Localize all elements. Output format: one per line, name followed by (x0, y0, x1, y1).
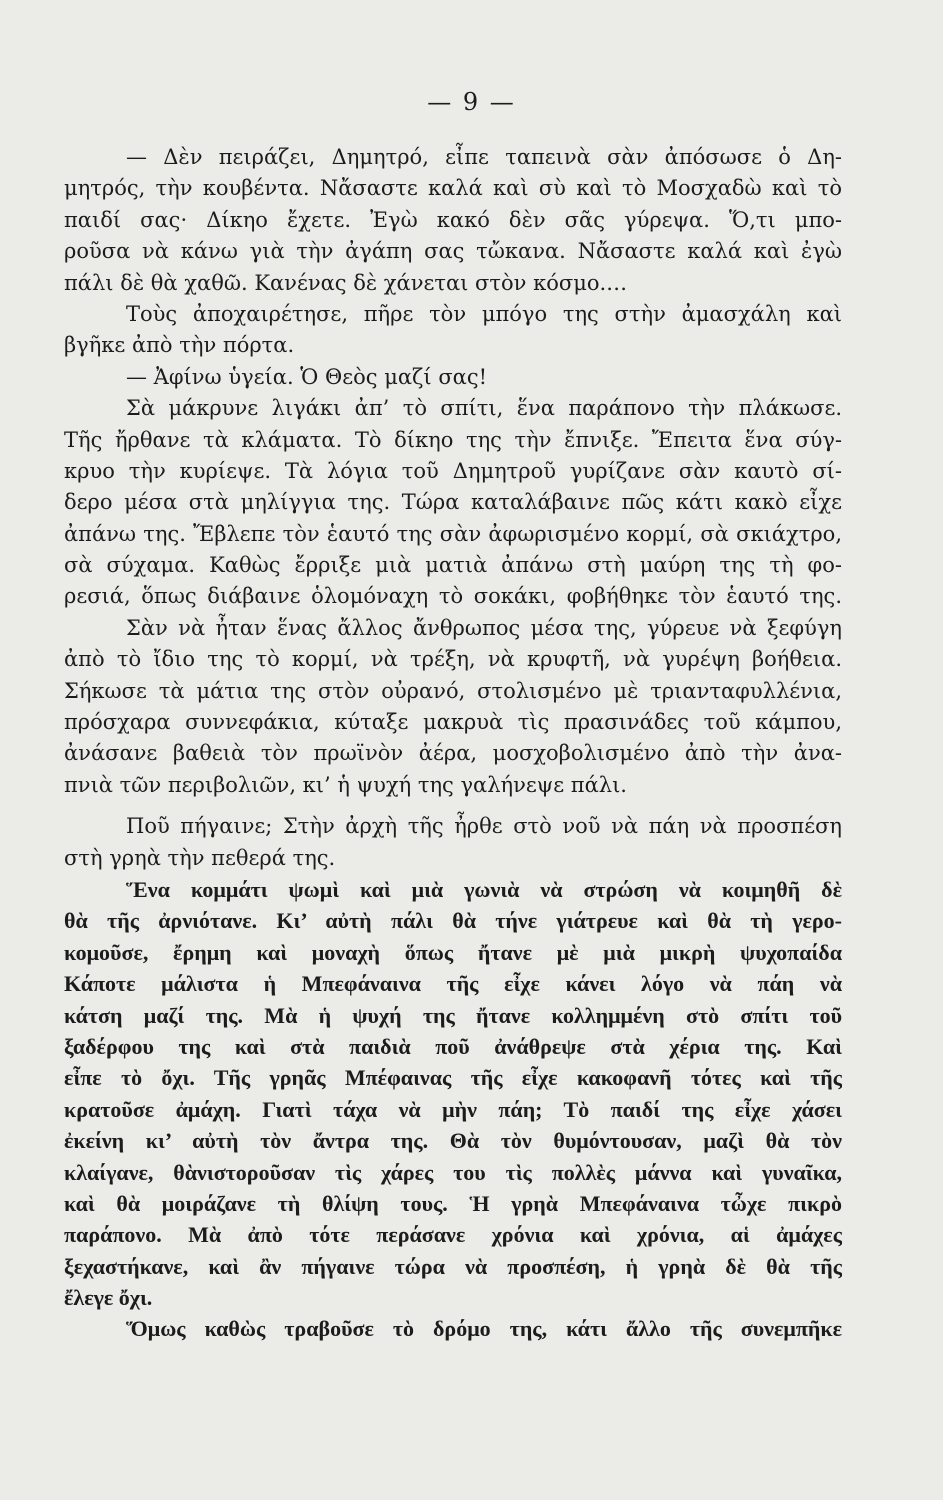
page-number: — 9 — (427, 88, 516, 116)
text-line: ροῦσα νὰ κάνω γιὰ τὴν ἀγάπη σας τὤκανα. Νἄσαστε καλά καὶ ἐγὼ (64, 239, 842, 264)
text-line: ἀπάνω της. Ἔβλεπε τὸν ἑαυτό της σὰν ἀφωρισμένο κορμί, σὰ σκιάχτρο, (64, 521, 842, 546)
text-line: δερο μέσα στὰ μηλίγγια της. Τώρα καταλάβαινε πῶς κάτι κακὸ εἶχε (64, 490, 842, 515)
text-line: κλαίγανε, θὰνιστοροῦσαν τὶς χάρες του τὶς πολλὲς μάννα καὶ γυναῖκα, (64, 1159, 842, 1185)
text-line: πάλι δὲ θὰ χαθῶ. Κανένας δὲ χάνεται στὸν κόσμο.… (64, 270, 628, 295)
text-line: Ποῦ πήγαινε; Στὴν ἀρχὴ τῆς ἦρθε στὸ νοῦ νὰ πάη νὰ προσπέση (126, 814, 842, 839)
text-line: μητρός, τὴν κουβέντα. Νἄσαστε καλά καὶ σὺ καὶ τὸ Μοσχαδὼ καὶ τὸ (64, 176, 842, 201)
text-line: κρατοῦσε ἀμάχη. Γιατὶ τάχα νὰ μὴν πάη; Τὸ παιδί της εἶχε χάσει (64, 1096, 842, 1122)
text-line: ἀνάσανε βαθειὰ τὸν πρωϊνὸν ἀέρα, μοσχοβολισμένο ἀπὸ τὴν ἀνα- (64, 741, 842, 766)
text-line: βγῆκε ἀπὸ τὴν πόρτα. (64, 333, 295, 358)
text-line: ἀπὸ τὸ ἴδιο της τὸ κορμί, νὰ τρέξη, νὰ κρυφτῆ, νὰ γυρέψη βοήθεια. (64, 647, 842, 672)
text-line: ἔλεγε ὄχι. (64, 1285, 153, 1311)
text-line: πρόσχαρα συννεφάκια, κύταξε μακρυὰ τὶς πρασινάδες τοῦ κάμπου, (64, 710, 842, 735)
text-line: παιδί σας· Δίκηο ἔχετε. Ἐγὼ κακό δὲν σᾶς γύρεψα. Ὅ,τι μπο- (64, 207, 842, 232)
text-line: κάτση μαζί της. Μὰ ἡ ψυχή της ἤτανε κολλημμένη στὸ σπίτι τοῦ (64, 1002, 842, 1028)
text-line: — Δὲν πειράζει, Δημητρό, εἶπε ταπεινὰ σὰν ἀπόσωσε ὁ Δη- (126, 145, 842, 169)
text-line: Σὰν νὰ ἦταν ἕνας ἄλλος ἄνθρωπος μέσα της, γύρευε νὰ ξεφύγη (126, 615, 842, 640)
text-line: Ὅμως καθὼς τραβοῦσε τὸ δρόμο της, κάτι ἄλλο τῆς συνεμπῆκε (126, 1316, 842, 1342)
text-line: ρεσιά, ὅπως διάβαινε ὁλομόναχη τὸ σοκάκι, φοβήθηκε τὸν ἑαυτό της. (64, 584, 842, 609)
body-text (64, 142, 842, 1345)
text-line: στὴ γρηὰ τὴν πεθερά της. (64, 845, 336, 870)
text-line: Ἕνα κομμάτι ψωμὶ καὶ μιὰ γωνιὰ νὰ στρώση νὰ κοιμηθῆ δὲ (126, 876, 842, 902)
text-line: — Ἀφίνω ὑγεία. Ὁ Θεὸς μαζί σας! (126, 364, 488, 389)
text-line: παράπονο. Μὰ ἀπὸ τότε περάσανε χρόνια καὶ χρόνια, αἱ ἀμάχες (64, 1222, 842, 1248)
text-line: σὰ σύχαμα. Καθὼς ἔρριξε μιὰ ματιὰ ἀπάνω στὴ μαύρη της τὴ φο- (64, 553, 842, 578)
text-line: ξαδέρφου της καὶ στὰ παιδιὰ ποῦ ἀνάθρεψε στὰ χέρια της. Καὶ (64, 1033, 842, 1059)
text-line: καὶ θὰ μοιράζανε τὴ θλίψη τους. Ἡ γρηὰ Μπεφάναινα τὦχε πικρὸ (64, 1190, 842, 1216)
text-line: κομοῦσε, ἔρημη καὶ μοναχὴ ὅπως ἤτανε μὲ μιὰ μικρὴ ψυχοπαίδα (64, 939, 842, 965)
text-line: Τοὺς ἀποχαιρέτησε, πῆρε τὸν μπόγο της στὴν ἀμασχάλη καὶ (126, 301, 842, 326)
text-line: ξεχαστήκανε, καὶ ἂν πήγαινε τώρα νὰ προσπέση, ἡ γρηὰ δὲ θὰ τῆς (64, 1253, 842, 1279)
text-line: Τῆς ἤρθανε τὰ κλάματα. Τὸ δίκηο της τὴν ἔπνιξε. Ἔπειτα ἕνα σύγ- (64, 427, 842, 452)
text-line: πνιὰ τῶν περιβολιῶν, κι’ ἡ ψυχή της γαλήνεψε πάλι. (64, 772, 627, 797)
text-line: Κάποτε μάλιστα ἡ Μπεφάναινα τῆς εἶχε κάνει λόγο νὰ πάη νὰ (64, 971, 842, 997)
text-line: Σὰ μάκρυνε λιγάκι ἀπ’ τὸ σπίτι, ἕνα παράπονο τὴν πλάκωσε. (126, 396, 842, 421)
text-line: κρυο τὴν κυρίεψε. Τὰ λόγια τοῦ Δημητροῦ γυρίζανε σὰν καυτὸ σί- (64, 458, 842, 483)
text-line: εἶπε τὸ ὄχι. Τῆς γρηᾶς Μπέφαινας τῆς εἶχε κακοφανῆ τότες καὶ τῆς (64, 1065, 842, 1091)
text-line: Σήκωσε τὰ μάτια της στὸν οὐρανό, στολισμένο μὲ τριανταφυλλένια, (64, 678, 842, 703)
text-line: θὰ τῆς ἀρνιότανε. Κι’ αὐτὴ πάλι θὰ τήνε γιάτρευε καὶ θὰ τὴ γερο- (64, 908, 842, 934)
text-line: ἐκείνη κι’ αὐτὴ τὸν ἄντρα της. Θὰ τὸν θυμόντουσαν, μαζὶ θὰ τὸν (64, 1128, 842, 1154)
